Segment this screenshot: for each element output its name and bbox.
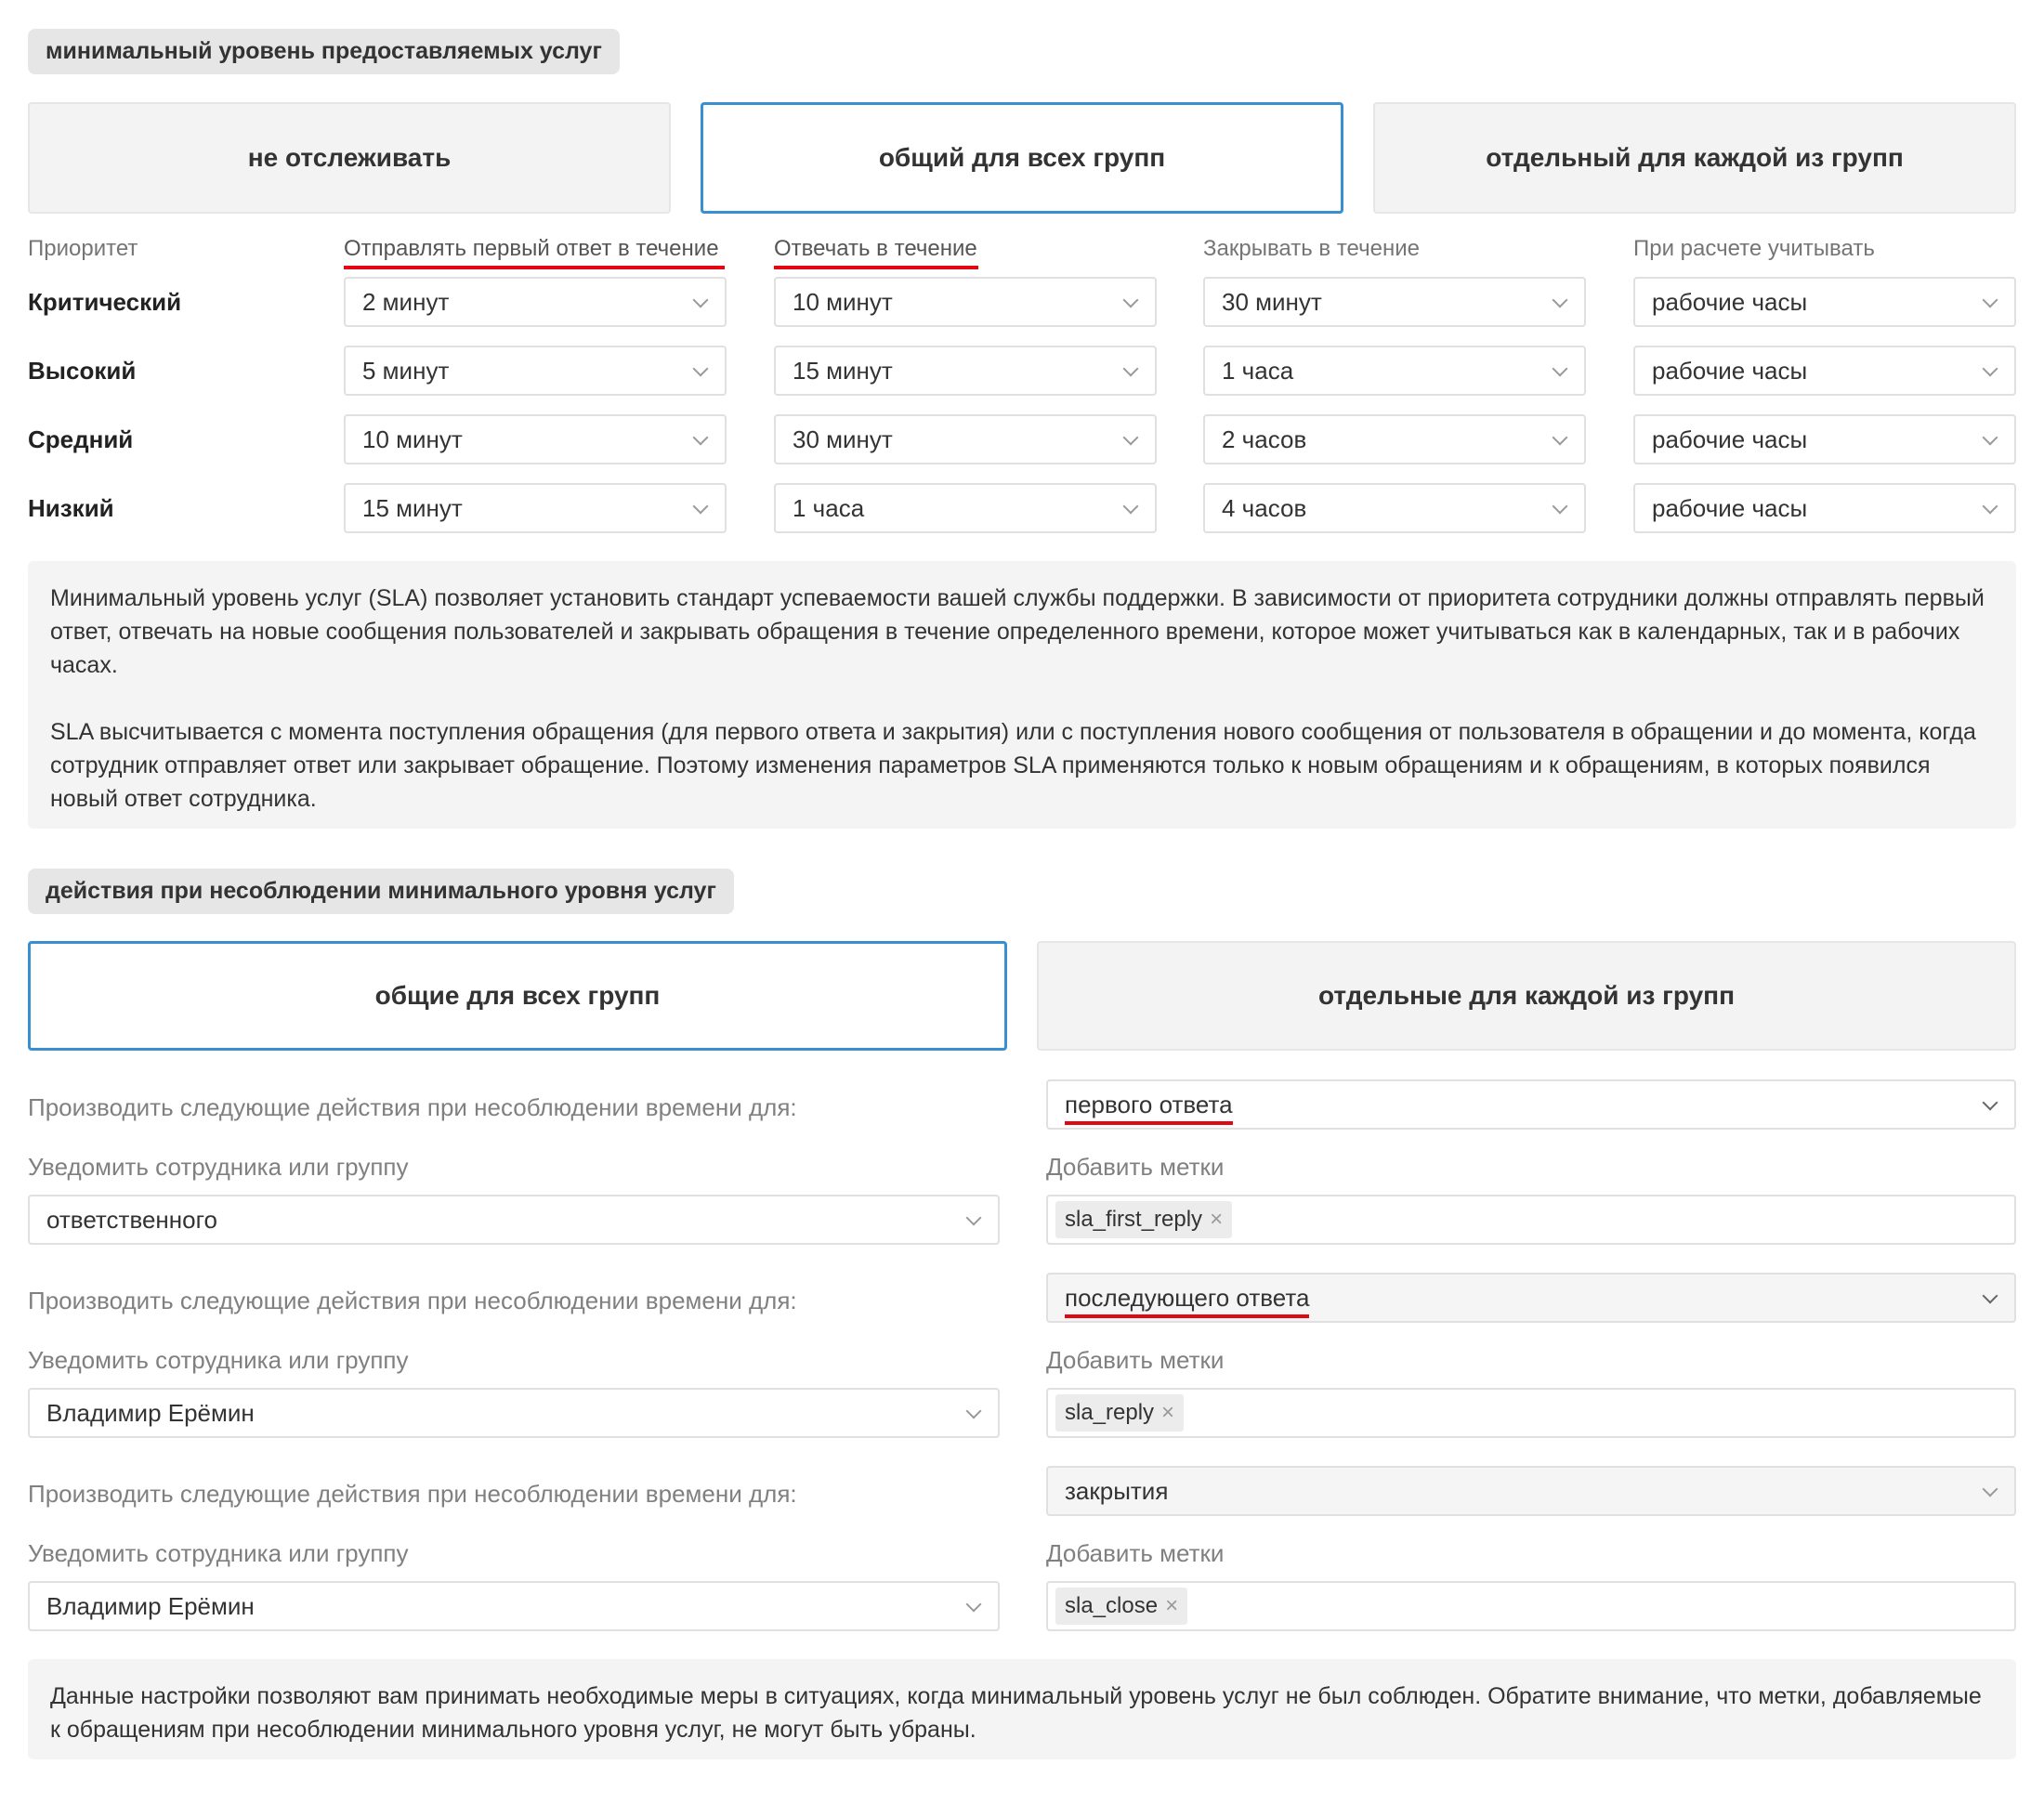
select-value: ответственного (46, 1205, 217, 1234)
mode-no-tracking-button[interactable]: не отслеживать (28, 102, 671, 214)
priority-label-high: Высокий (28, 357, 137, 385)
chevron-down-icon (693, 430, 709, 446)
actions-info-paragraph: Данные настройки позволяют вам принимать необходимые меры в ситуациях, когда минимальный уровень услуг не был соблюден. Обратите внимание, что метки, добавляемые к обращениям при несоблюдении минимального уровня услуг, не могут быть убраны. (50, 1683, 1982, 1743)
chevron-down-icon (1983, 1482, 1998, 1497)
select-value: рабочие часы (1652, 425, 1808, 453)
first-reply-select-critical[interactable] (344, 277, 727, 327)
chevron-down-icon (966, 1210, 982, 1226)
select-value: 30 минут (1222, 287, 1322, 316)
select-value: 1 часа (1222, 356, 1294, 385)
tag-chip (1055, 1588, 1187, 1625)
chevron-down-icon (1983, 293, 1998, 308)
tags-label: Добавить метки (1046, 1153, 1225, 1181)
close-select-critical[interactable] (1203, 277, 1586, 327)
calc-select-low[interactable] (1633, 483, 2016, 533)
select-value: рабочие часы (1652, 287, 1808, 316)
select-value: рабочие часы (1652, 493, 1808, 522)
select-value: 5 минут (362, 356, 450, 385)
tag-chip-label: sla_close (1065, 1593, 1159, 1618)
first-reply-select-medium[interactable] (344, 414, 727, 464)
close-select-medium[interactable] (1203, 414, 1586, 464)
condition-select-close[interactable] (1046, 1466, 2016, 1516)
reply-select-medium[interactable] (774, 414, 1157, 464)
chevron-down-icon (1123, 499, 1139, 515)
tags-input[interactable] (1046, 1581, 2016, 1631)
close-icon[interactable]: × (1210, 1207, 1224, 1232)
chevron-down-icon (1553, 499, 1568, 515)
close-icon[interactable]: × (1165, 1593, 1179, 1618)
annotation-underline (344, 266, 725, 269)
chevron-down-icon (693, 293, 709, 308)
chevron-down-icon (1123, 430, 1139, 446)
sla-info-paragraph: SLA высчитывается с момента поступления обращения (для первого ответа и закрытия) или с поступления нового сообщения от пользователя в обращении и до момента, когда сотрудник отправляет ответ или закрывает обращение. Поэтому изменения параметров SLA применяются только к новым обращениям и к обращениям, в которых появился новый ответ сотрудника. (50, 719, 1976, 812)
actions-separate-per-group-button[interactable]: отдельные для каждой из групп (1037, 941, 2016, 1051)
priority-label-medium: Средний (28, 425, 134, 453)
sla-info-box (28, 561, 2016, 829)
chevron-down-icon (1553, 293, 1568, 308)
tags-input[interactable] (1046, 1388, 2016, 1438)
select-value: 10 минут (793, 287, 893, 316)
calc-select-medium[interactable] (1633, 414, 2016, 464)
sla-info-paragraph: Минимальный уровень услуг (SLA) позволяет установить стандарт успеваемости вашей службы поддержки. В зависимости от приоритета сотрудники должны отправлять первый ответ, отвечать на новые сообщения пользователей и закрывать обращения в течение определенного времени, которое может учитываться как в календарных, так и в рабочих часах. (50, 585, 1985, 678)
condition-select-next-reply[interactable] (1046, 1273, 2016, 1323)
condition-label: Производить следующие действия при несоблюдении времени для: (28, 1287, 797, 1314)
select-value: 4 часов (1222, 493, 1307, 522)
chevron-down-icon (966, 1404, 982, 1419)
chevron-down-icon (1983, 361, 1998, 377)
reply-select-low[interactable] (774, 483, 1157, 533)
chevron-down-icon (1123, 361, 1139, 377)
tags-label: Добавить метки (1046, 1539, 1225, 1567)
tag-chip (1055, 1201, 1232, 1238)
column-calc-header: При расчете учитывать (1633, 236, 1875, 261)
select-value: рабочие часы (1652, 356, 1808, 385)
tag-chip (1055, 1394, 1184, 1431)
priority-label-low: Низкий (28, 494, 114, 522)
column-close-header: Закрывать в течение (1203, 236, 1420, 261)
actions-info-box (28, 1659, 2016, 1759)
actions-common-for-all-groups-button[interactable]: общие для всех групп (28, 941, 1007, 1051)
chevron-down-icon (1983, 430, 1998, 446)
column-priority-header: Приоритет (28, 236, 138, 261)
notify-select[interactable] (28, 1581, 1000, 1631)
close-select-high[interactable] (1203, 346, 1586, 396)
chevron-down-icon (1983, 1288, 1998, 1304)
close-select-low[interactable] (1203, 483, 1586, 533)
condition-label: Производить следующие действия при несоблюдении времени для: (28, 1480, 797, 1508)
notify-select[interactable] (28, 1195, 1000, 1245)
select-value: Владимир Ерёмин (46, 1591, 255, 1620)
chevron-down-icon (693, 499, 709, 515)
close-icon[interactable]: × (1161, 1400, 1175, 1425)
chevron-down-icon (693, 361, 709, 377)
select-value: 30 минут (793, 425, 893, 453)
chevron-down-icon (966, 1597, 982, 1613)
select-value: Владимир Ерёмин (46, 1398, 255, 1427)
tags-input[interactable] (1046, 1195, 2016, 1245)
reply-select-critical[interactable] (774, 277, 1157, 327)
notify-label: Уведомить сотрудника или группу (28, 1539, 409, 1567)
annotation-underline (774, 266, 978, 269)
mode-common-for-all-groups-button[interactable]: общий для всех групп (701, 102, 1343, 214)
column-first-reply-header: Отправлять первый ответ в течение (344, 236, 719, 261)
tags-label: Добавить метки (1046, 1346, 1225, 1374)
select-value: 2 минут (362, 287, 450, 316)
select-value: первого ответа (1065, 1090, 1233, 1118)
chevron-down-icon (1553, 430, 1568, 446)
first-reply-select-high[interactable] (344, 346, 727, 396)
notify-select[interactable] (28, 1388, 1000, 1438)
select-value: 15 минут (362, 493, 463, 522)
chevron-down-icon (1123, 293, 1139, 308)
notify-label: Уведомить сотрудника или группу (28, 1346, 409, 1374)
first-reply-select-low[interactable] (344, 483, 727, 533)
select-value: 10 минут (362, 425, 463, 453)
chevron-down-icon (1553, 361, 1568, 377)
tag-chip-label: sla_reply (1065, 1400, 1155, 1425)
condition-select-first-reply[interactable] (1046, 1079, 2016, 1130)
select-value: 15 минут (793, 356, 893, 385)
calc-select-critical[interactable] (1633, 277, 2016, 327)
actions-section-tag: действия при несоблюдении минимального уровня услуг (28, 869, 734, 914)
calc-select-high[interactable] (1633, 346, 2016, 396)
notify-label: Уведомить сотрудника или группу (28, 1153, 409, 1181)
tag-chip-label: sla_first_reply (1065, 1207, 1203, 1232)
mode-separate-per-group-button[interactable]: отдельный для каждой из групп (1373, 102, 2016, 214)
sla-section-tag: минимальный уровень предоставляемых услуг (28, 29, 620, 74)
chevron-down-icon (1983, 499, 1998, 515)
chevron-down-icon (1983, 1095, 1998, 1111)
column-reply-header: Отвечать в течение (774, 236, 977, 261)
select-value: последующего ответа (1065, 1283, 1310, 1312)
select-value: 2 часов (1222, 425, 1307, 453)
select-value: закрытия (1065, 1476, 1169, 1505)
select-value: 1 часа (793, 493, 865, 522)
condition-label: Производить следующие действия при несоблюдении времени для: (28, 1093, 797, 1121)
reply-select-high[interactable] (774, 346, 1157, 396)
priority-label-critical: Критический (28, 288, 182, 316)
